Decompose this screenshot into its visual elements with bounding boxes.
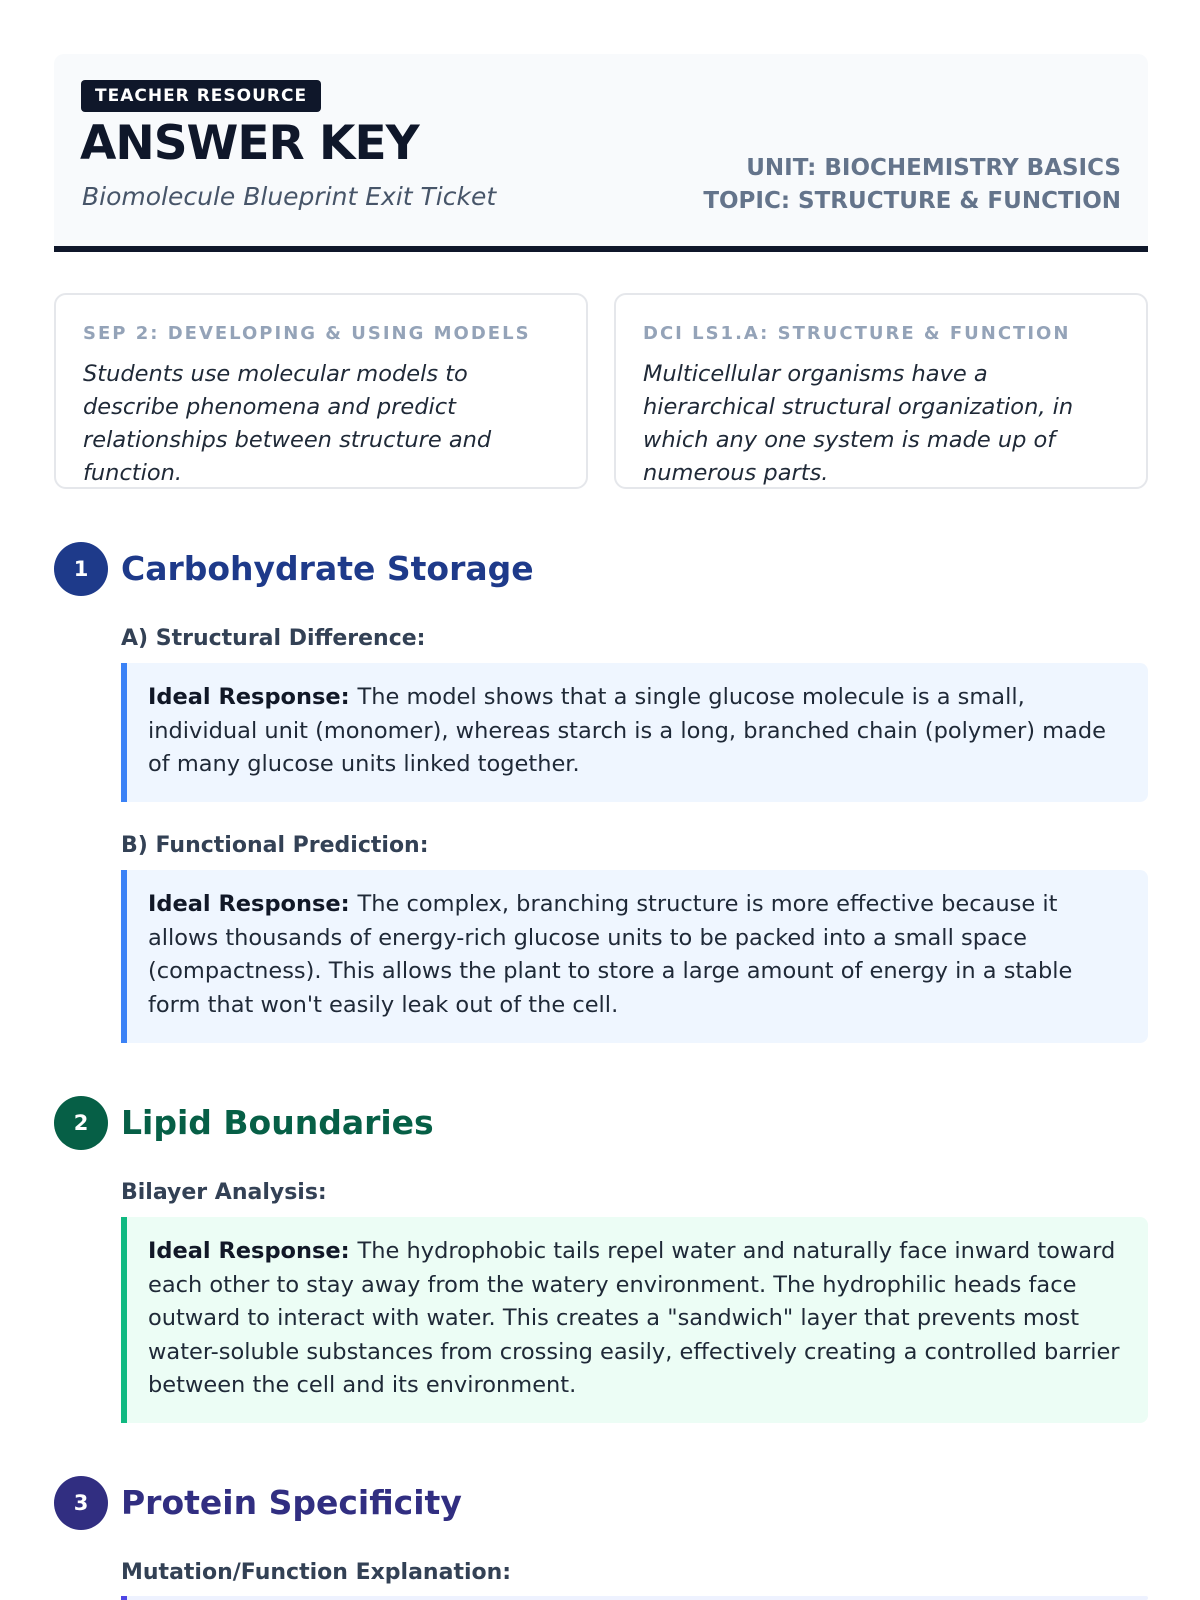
question-label: Mutation/Function Explanation: — [121, 1560, 512, 1585]
header — [54, 54, 1148, 252]
section-title: Carbohydrate Storage — [121, 549, 534, 588]
standard-label: DCI LS1.A: STRUCTURE & FUNCTION — [643, 323, 1071, 344]
unit-topic-meta — [703, 152, 1121, 218]
unit-label: UNIT: BIOCHEMISTRY BASICS — [746, 155, 1121, 181]
answer-text: The model shows that a single glucose molecule is a small, individual unit (monomer), whereas starch is a long, branched chain (polymer) made of many glucose units linked together. — [148, 684, 1106, 777]
standard-label: SEP 2: DEVELOPING & USING MODELS — [83, 323, 531, 344]
page-subtitle: Biomolecule Blueprint Exit Ticket — [82, 182, 497, 211]
standard-text: Students use molecular models to describe phenomena and predict relationships between structure and function. — [83, 361, 492, 486]
section-number-badge: 2 — [54, 1096, 108, 1150]
answer-lead: Ideal Response: — [148, 891, 358, 917]
answer-text: The complex, branching structure is more effective because it allows thousands of energy-rich glucose units to be packed into a small space (compactness). This allows the plant to store a large amount of energy in a stable form that won't easily leak out of the cell. — [148, 891, 1073, 1018]
answer-text: The hydrophobic tails repel water and naturally face inward toward each other to stay away from the watery environment. The hydrophilic heads face outward to interact with water. This creates a "sandwich" layer that prevents most water-soluble substances from crossing easily, effectively creating a controlled barrier between the cell and its environment. — [148, 1238, 1120, 1398]
answer-box — [121, 870, 1148, 1043]
section-number-badge: 1 — [54, 542, 108, 596]
answer-box — [121, 1596, 1148, 1600]
topic-label: TOPIC: STRUCTURE & FUNCTION — [703, 188, 1121, 214]
question-label: A) Structural Difference: — [121, 626, 426, 651]
standard-text: Multicellular organisms have a hierarchical structural organization, in which any one system is made up of numerous parts. — [643, 361, 1074, 486]
section-title: Protein Specificity — [121, 1483, 462, 1522]
standard-card-dci — [614, 293, 1148, 489]
section-number-badge: 3 — [54, 1476, 108, 1530]
section-title: Lipid Boundaries — [121, 1103, 434, 1142]
standard-card-sep — [54, 293, 588, 489]
question-label: B) Functional Prediction: — [121, 833, 429, 858]
answer-lead: Ideal Response: — [148, 684, 358, 710]
answer-box — [121, 663, 1148, 802]
teacher-resource-badge: TEACHER RESOURCE — [81, 80, 321, 112]
answer-lead: Ideal Response: — [148, 1238, 358, 1264]
page-title: ANSWER KEY — [80, 116, 419, 171]
question-label: Bilayer Analysis: — [121, 1180, 327, 1205]
answer-box — [121, 1217, 1148, 1423]
